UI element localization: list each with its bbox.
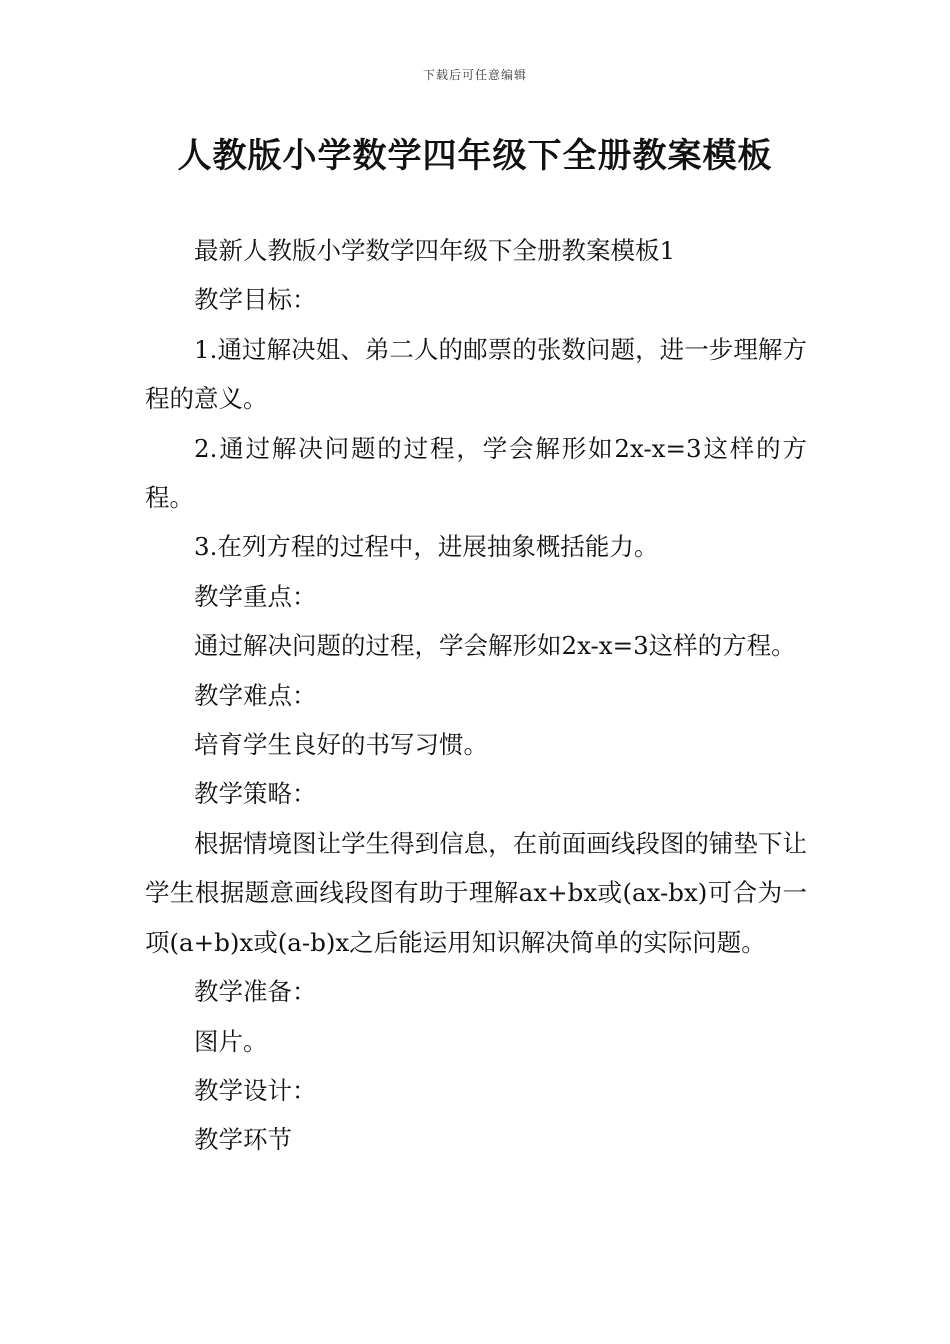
paragraph-design-heading: 教学设计：	[194, 1075, 317, 1105]
paragraph-objective-3: 3.在列方程的过程中，进展抽象概括能力。	[194, 532, 659, 562]
paragraph-key-points-heading: 教学重点：	[194, 581, 317, 611]
paragraph-objective-1: 1.通过解决姐、弟二人的邮票的张数问题，进一步理解方程的意义。	[145, 334, 807, 414]
paragraph-strategy: 根据情境图让学生得到信息，在前面画线段图的铺垫下让学生根据题意画线段图有助于理解ax+bx或(ax-bx)可合为一项(a+b)x或(a-b)x之后能运用知识解决简单的实际问题。	[145, 828, 807, 957]
paragraph-objectives-heading: 教学目标：	[194, 285, 317, 315]
paragraph-key-points: 通过解决问题的过程，学会解形如2x-x=3这样的方程。	[194, 631, 796, 661]
document-title: 人教版小学数学四年级下全册教案模板	[177, 136, 773, 176]
paragraph-preparation: 图片。	[194, 1026, 268, 1056]
paragraph-difficulty: 培育学生良好的书写习惯。	[194, 730, 488, 760]
paragraph-subtitle: 最新人教版小学数学四年级下全册教案模板1	[194, 236, 676, 265]
paragraph-strategy-heading: 教学策略：	[194, 779, 317, 809]
paragraph-teaching-stage: 教学环节	[194, 1125, 292, 1155]
paragraph-preparation-heading: 教学准备：	[194, 977, 317, 1007]
paragraph-difficulty-heading: 教学难点：	[194, 680, 317, 710]
paragraph-objective-2: 2.通过解决问题的过程，学会解形如2x-x=3这样的方程。	[145, 433, 807, 513]
header-note: 下载后可任意编辑	[422, 68, 527, 82]
document-body	[145, 226, 807, 1165]
